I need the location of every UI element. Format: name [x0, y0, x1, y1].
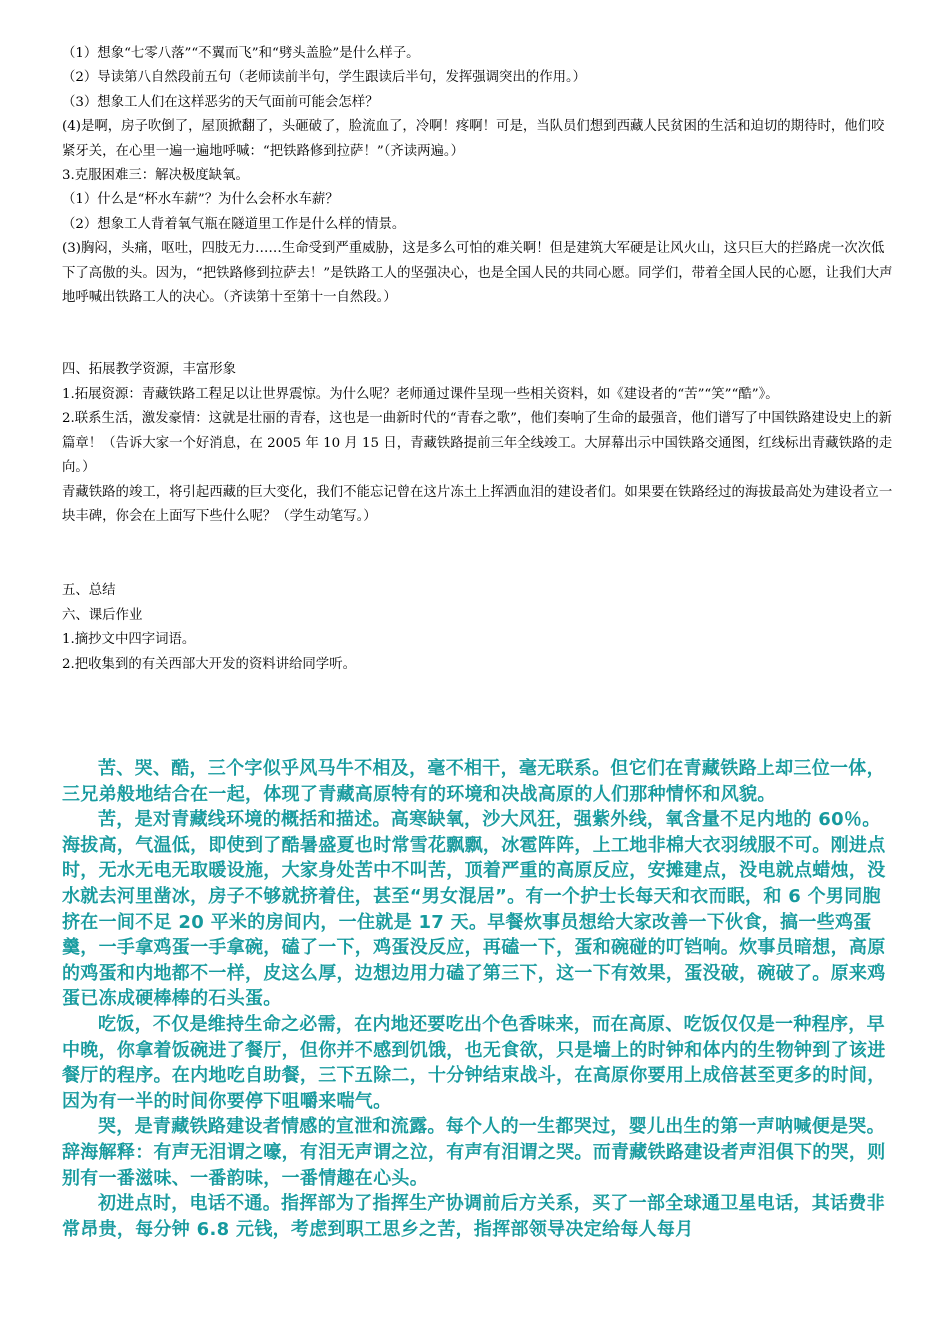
passage-paragraph: 苦，是对青藏线环境的概括和描述。高寒缺氧，沙大风狂，强紫外线，氧含量不足内地的 60％。海拔高，气温低，即使到了酷暑盛夏也时常雪花飘飘，冰雹阵阵，上工地非棉大衣羽绒服不可。刚进点时，无水无电无取暖设施，大家身处苦中不叫苦，顶着严重的高原反应，安摊建点，没电就点蜡烛，没水就去河里凿冰，房子不够就挤着住，甚至“男女混居”。有一个护士长每天和衣而眠，和 6 个男同胞挤在一间不足 20 平米的房间内，一住就是 17 天。早餐炊事员想给大家改善一下伙食，搞一些鸡蛋羹，一手拿鸡蛋一手拿碗，磕了一下，鸡蛋没反应，再磕一下，蛋和碗碰的叮铛响。炊事员暗想，高原的鸡蛋和内地都不一样，皮这么厚，边想边用力磕了第三下，这一下有效果，蛋没破，碗破了。原来鸡蛋已冻成硬棒棒的石头蛋。 [62, 809, 886, 1010]
text-line: 1.拓展资源：青藏铁路工程足以让世界震惊。为什么呢？老师通过课件呈现一些相关资料，如《建设者的“苦”“笑”“酷”》。 [62, 386, 779, 402]
text-line: （1）想象“七零八落”“不翼而飞”和“劈头盖脸”是什么样子。 [62, 46, 420, 61]
text-line: （3）想象工人们在这样恶劣的天气面前可能会怎样？ [62, 94, 379, 110]
reading-passage [62, 756, 894, 1242]
spacer [62, 529, 894, 579]
text-line: 2.把收集到的有关西部大开发的资料讲给同学听。 [62, 656, 356, 672]
section-heading: 五、总结 [62, 583, 116, 599]
lesson-plan-text [62, 42, 894, 677]
spacer [62, 310, 894, 358]
passage-paragraph: 苦、哭、酷，三个字似乎风马牛不相及，毫不相干，毫无联系。但它们在青藏铁路上却三位一体，三兄弟般地结合在一起，体现了青藏高原特有的环境和决战高原的人们那种情怀和风貌。 [62, 758, 885, 805]
text-line: （1）什么是“杯水车薪”？为什么会杯水车薪？ [62, 192, 339, 208]
section-heading: 六、课后作业 [62, 607, 143, 623]
text-line: 1.摘抄文中四字词语。 [62, 632, 196, 648]
passage-paragraph: 初进点时，电话不通。指挥部为了指挥生产协调前后方关系，买了一部全球通卫星电话，其话费非常昂贵，每分钟 6.8 元钱，考虑到职工思乡之苦，指挥部领导决定给每人每月 [62, 1193, 885, 1240]
text-line: 2.联系生活，激发豪情：这就是壮丽的青春，这也是一曲新时代的“青春之歌”，他们奏响了生命的最强音，他们谱写了中国铁路建设史上的新篇章！（告诉大家一个好消息，在 2005 年 10 月 15 日，青藏铁路提前三年全线竣工。大屏幕出示中国铁路交通图，红线标出青藏铁路的走向。） [62, 411, 893, 476]
text-line: （2）导读第八自然段前五句（老师读前半句，学生跟读后半句，发挥强调突出的作用。） [62, 70, 587, 86]
text-line: 3.克服困难三：解决极度缺氧。 [62, 168, 249, 184]
text-line: (4)是啊，房子吹倒了，屋顶掀翻了，头砸破了，脸流血了，冷啊！疼啊！可是，当队员们想到西藏人民贫困的生活和迫切的期待时，他们咬紧牙关，在心里一遍一遍地呼喊：“把铁路修到拉萨！”（齐读两遍。） [62, 119, 885, 159]
text-line: 青藏铁路的竣工，将引起西藏的巨大变化，我们不能忘记曾在这片冻土上挥洒血泪的建设者们。如果要在铁路经过的海拔最高处为建设者立一块丰碑，你会在上面写下些什么呢？（学生动笔写。） [62, 484, 893, 524]
passage-paragraph: 哭，是青藏铁路建设者情感的宣泄和流露。每个人的一生都哭过，婴儿出生的第一声呐喊便是哭。辞海解释：有声无泪谓之嚎，有泪无声谓之泣，有声有泪谓之哭。而青藏铁路建设者声泪俱下的哭，则别有一番滋味、一番韵味，一番情趣在心头。 [62, 1116, 886, 1189]
passage-paragraph: 吃饭，不仅是维持生命之必需，在内地还要吃出个色香味来，而在高原、吃饭仅仅是一种程序，早中晚，你拿着饭碗进了餐厅，但你并不感到饥饿，也无食欲，只是墙上的时钟和体内的生物钟到了该进餐厅的程序。在内地吃自助餐，三下五除二，十分钟结束战斗，在高原你要用上成倍甚至更多的时间，因为有一半的时间你要停下咀嚼来喘气。 [62, 1013, 886, 1112]
text-line: （2）想象工人背着氧气瓶在隧道里工作是什么样的情景。 [62, 216, 406, 232]
text-line: (3)胸闷，头痛，呕吐，四肢无力……生命受到严重威胁，这是多么可怕的难关啊！但是建筑大军硬是让风火山，这只巨大的拦路虎一次次低下了高傲的头。因为，“把铁路修到拉萨去！”是铁路工人的坚强决心，也是全国人民的共同心愿。同学们，带着全国人民的心愿，让我们大声地呼喊出铁路工人的决心。（齐读第十至第十一自然段。） [62, 241, 893, 306]
section-heading: 四、拓展教学资源，丰富形象 [62, 362, 237, 378]
